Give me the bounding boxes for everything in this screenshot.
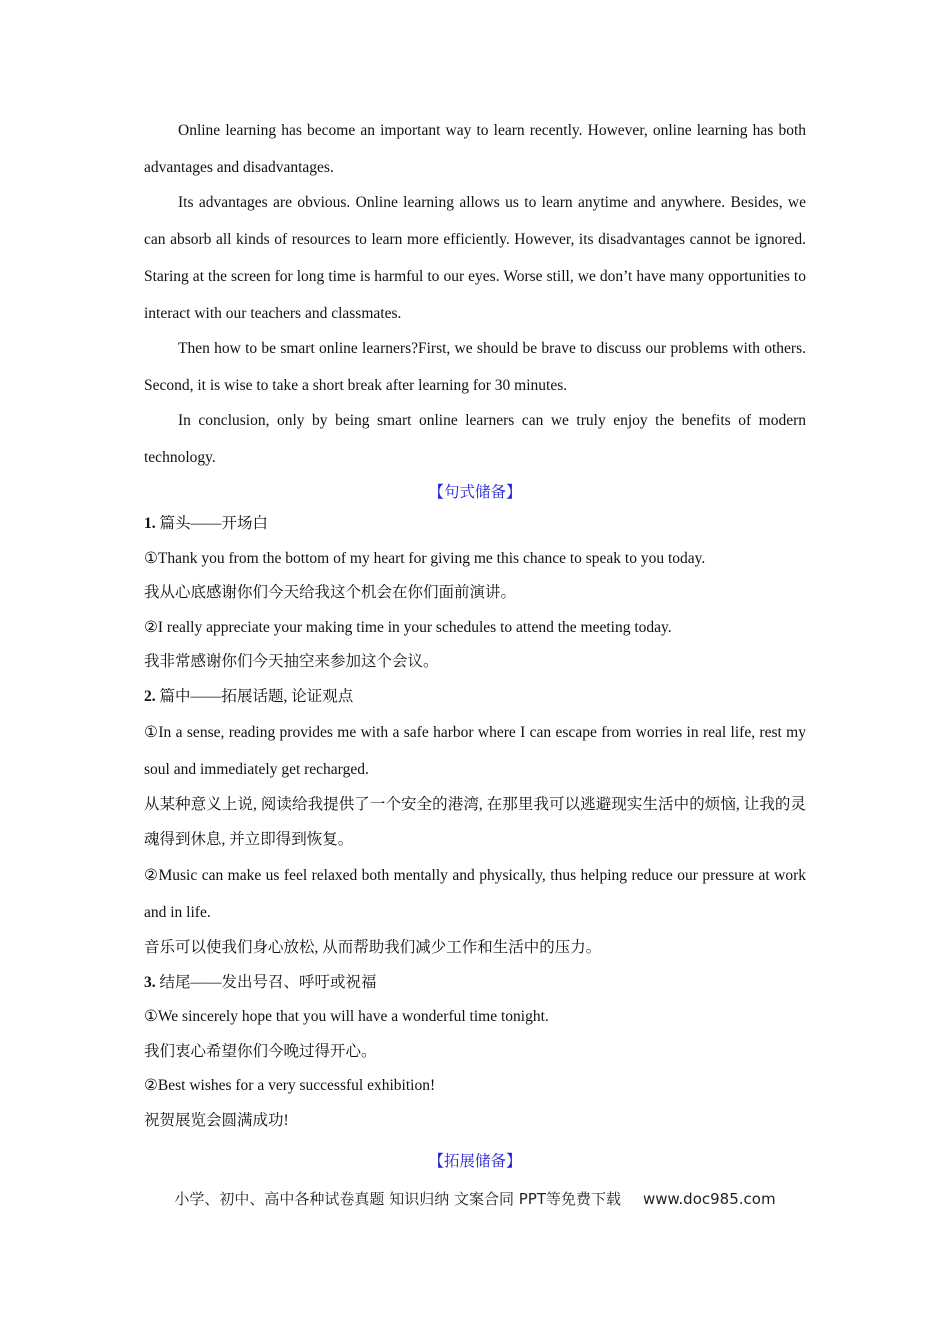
sentence-en: ②Best wishes for a very successful exhibition! bbox=[144, 1077, 436, 1094]
page-footer bbox=[0, 1188, 950, 1209]
essay-paragraph-4: In conclusion, only by being smart online learners can we truly enjoy the benefits of modern technology. bbox=[144, 412, 806, 466]
sentence-cn: 我从心底感谢你们今天给我这个机会在你们面前演讲。 bbox=[144, 584, 517, 601]
footer-text: 小学、初中、高中各种试卷真题 知识归纳 文案合同 PPT等免费下载 bbox=[174, 1190, 621, 1208]
essay-paragraph-3: Then how to be smart online learners?First, we should be brave to discuss our problems with others. Second, it is wise to take a short break after learning for 30 minutes. bbox=[144, 340, 806, 394]
part-number: 2. bbox=[144, 687, 156, 705]
sentence-cn: 我非常感谢你们今天抽空来参加这个会议。 bbox=[144, 653, 439, 670]
essay-paragraph-2: Its advantages are obvious. Online learning allows us to learn anytime and anywhere. Besides, we can absorb all kinds of resources to learn more efficiently. However, its disadvantages cannot be ignored. Staring at the screen for long time is harmful to our eyes. Worse still, we don’t have many opportunities to interact with our teachers and classmates. bbox=[144, 194, 806, 322]
sentence-bank bbox=[144, 507, 806, 1138]
part-heading-text: 篇头——开场白 bbox=[155, 515, 269, 532]
sentence-en: ①Thank you from the bottom of my heart for giving me this chance to speak to you today. bbox=[144, 549, 706, 567]
part-heading bbox=[144, 680, 806, 715]
sentence-en: ②I really appreciate your making time in your schedules to attend the meeting today. bbox=[144, 618, 672, 636]
section-title-sentence-bank: 【句式储备】 bbox=[428, 484, 522, 501]
sentence-cn: 我们衷心希望你们今晚过得开心。 bbox=[144, 1042, 377, 1060]
sentence-cn: 从某种意义上说, 阅读给我提供了一个安全的港湾, 在那里我可以逃避现实生活中的烦恼, 让我的灵魂得到休息, 并立即得到恢复。 bbox=[144, 796, 806, 848]
part-heading-text: 结尾——发出号召、呼吁或祝福 bbox=[155, 973, 377, 991]
part-heading-text: 篇中——拓展话题, 论证观点 bbox=[155, 687, 354, 705]
model-essay bbox=[144, 112, 806, 476]
part-heading bbox=[144, 966, 806, 1001]
sentence-cn: 祝贺展览会圆满成功! bbox=[144, 1111, 289, 1129]
sentence-en: ①We sincerely hope that you will have a wonderful time tonight. bbox=[144, 1008, 549, 1025]
part-number: 3. bbox=[144, 973, 156, 991]
footer-url[interactable]: www.doc985.com bbox=[642, 1190, 776, 1208]
part-number: 1. bbox=[144, 515, 156, 532]
sentence-cn: 音乐可以使我们身心放松, 从而帮助我们减少工作和生活中的压力。 bbox=[144, 939, 602, 956]
sentence-en: ②Music can make us feel relaxed both mentally and physically, thus helping reduce our pressure at work and in life. bbox=[144, 867, 806, 921]
sentence-en: ①In a sense, reading provides me with a safe harbor where I can escape from worries in real life, rest my soul and immediately get recharged. bbox=[144, 724, 806, 778]
essay-paragraph-1: Online learning has become an important way to learn recently. However, online learning has both advantages and disadvantages. bbox=[144, 122, 806, 176]
section-title-extension-bank: 【拓展储备】 bbox=[428, 1153, 522, 1170]
part-heading bbox=[144, 507, 806, 542]
